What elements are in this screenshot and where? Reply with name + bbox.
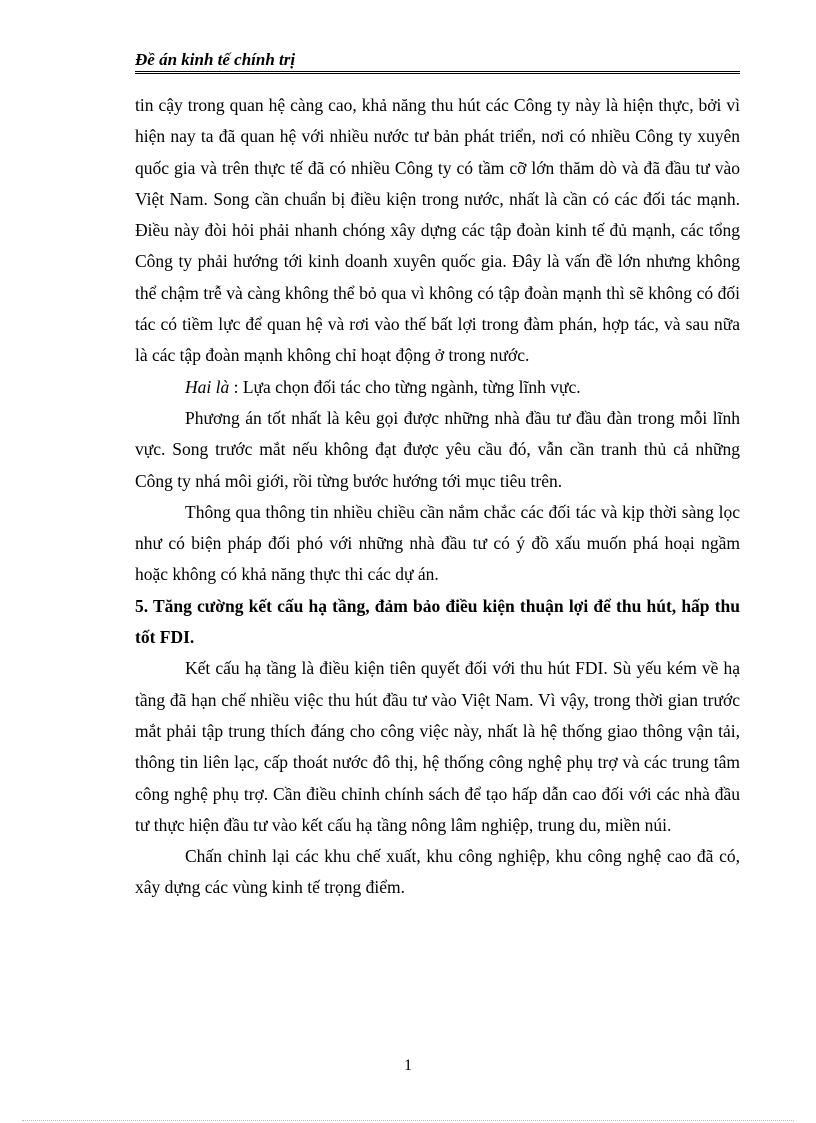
paragraph-3: Phương án tốt nhất là kêu gọi được những nhà đầu tư đầu đàn trong mỗi lĩnh vực. Song trước mắt nếu không đạt được yêu cầu đó, vẫn cần tranh thủ cả những Công ty nhá môi giới, rồi từng bước hướng tới mục tiêu trên. — [135, 407, 740, 491]
paragraph-5: Kết cấu hạ tầng là điều kiện tiên quyết đối với thu hút FDI. Sù yếu kém về hạ tầng đã hạn chế nhiều việc thu hút đầu tư vào Việt Nam. Vì vậy, trong thời gian trước mắt phải tập trung thích đáng cho công việc này, nhất là hệ thống giao thông vận tải, thông tin liên lạc, cấp thoát nước đô thị, hệ thống công nghệ phụ trợ và các trung tâm công nghệ phụ trợ. Cần điều chỉnh chính sách để tạo hấp dẫn cao đối với các nhà đầu tư thực hiện đầu tư vào kết cấu hạ tầng nông lâm nghiệp, trung du, miền núi. — [135, 658, 740, 835]
paragraph-1: tin cậy trong quan hệ càng cao, khả năng thu hút các Công ty này là hiện thực, bởi vì hiện nay ta đã quan hệ với nhiều nước tư bản phát triển, nơi có nhiều Công ty xuyên quốc gia và trên thực tế đã có nhiều Công ty có tầm cỡ lớn thăm dò và đã đầu tư vào Việt Nam. Song cần chuẩn bị điều kiện trong nước, nhất là cần có các đối tác mạnh. Điều này đòi hỏi phải nhanh chóng xây dựng các tập đoàn kinh tế đủ mạnh, các tổng Công ty phải hướng tới kinh doanh xuyên quốc gia. Đây là vấn đề lớn nhưng không thể chậm trễ và càng không thể bỏ qua vì không có tập đoàn mạnh thì sẽ không có đối tác có tiềm lực để quan hệ và rơi vào thế bất lợi trong đàm phán, hợp tác, và sau nữa là các tập đoàn mạnh không chỉ hoạt động ở trong nước. — [135, 95, 740, 366]
paragraph-6: Chấn chỉnh lại các khu chế xuất, khu công nghiệp, khu công nghệ cao đã có, xây dựng các vùng kinh tế trọng điểm. — [135, 846, 740, 898]
paragraph-2 — [135, 372, 740, 403]
document-body — [135, 90, 740, 904]
page-header: Đề án kinh tế chính trị — [135, 50, 740, 74]
paragraph-2-text: : Lựa chọn đối tác cho từng ngành, từng lĩnh vực. — [229, 376, 581, 397]
paragraph-4: Thông qua thông tin nhiều chiều cần nắm chắc các đối tác và kịp thời sàng lọc như có biện pháp đối phó với những nhà đầu tư có ý đồ xấu muốn phá hoại ngầm hoặc không có khả năng thực thi các dự án. — [135, 501, 740, 585]
section-heading-5: 5. Tăng cường kết cấu hạ tầng, đảm bảo điều kiện thuận lợi để thu hút, hấp thu tốt FDI. — [135, 595, 740, 648]
page-number: 1 — [404, 1057, 412, 1074]
page-bottom-divider — [22, 1120, 794, 1121]
paragraph-2-label: Hai là — [185, 376, 230, 397]
